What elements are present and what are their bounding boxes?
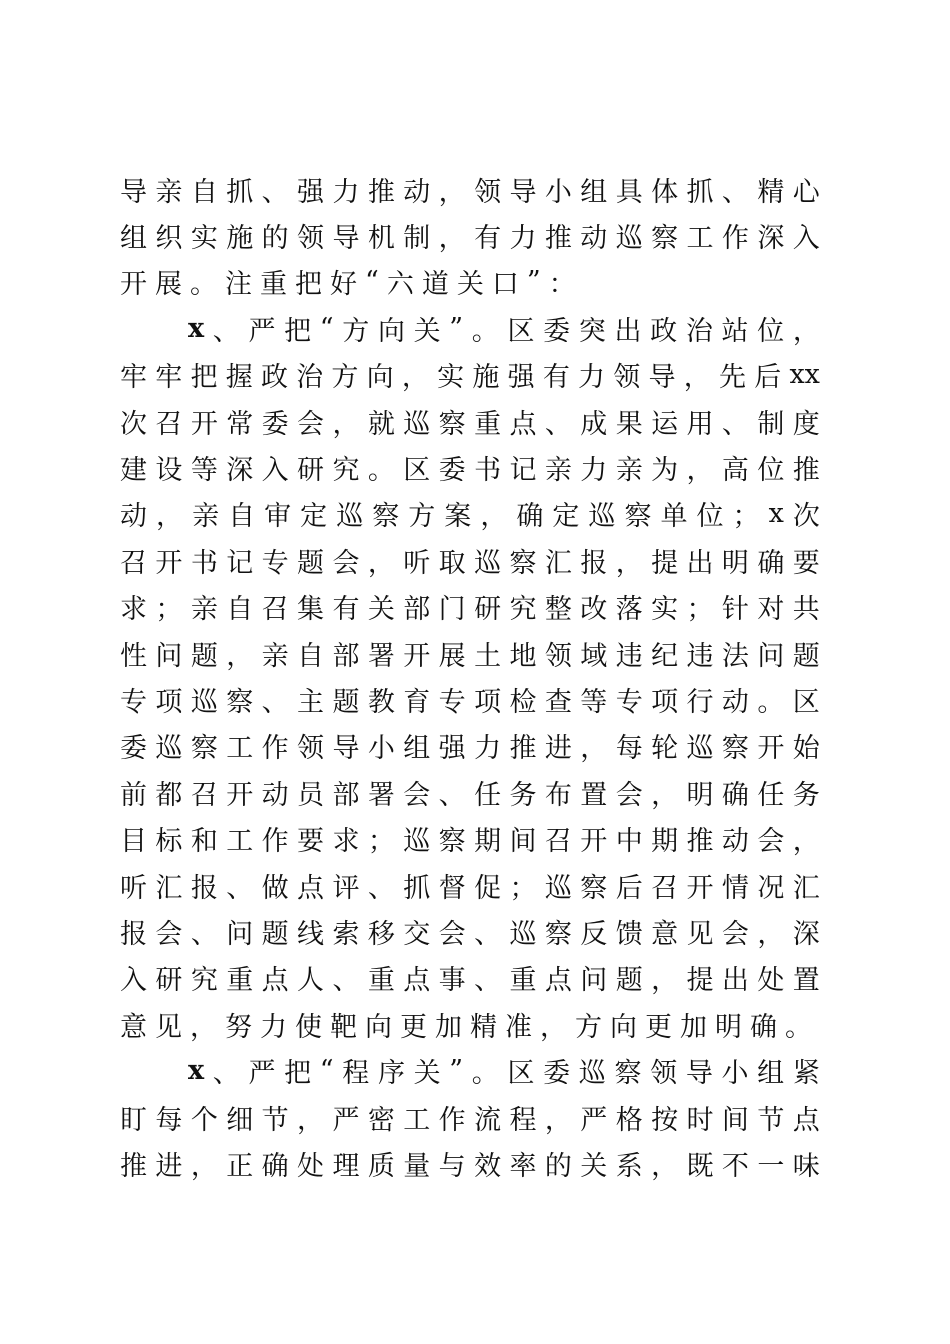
text-line: 目 标 和 工 作 要 求 ； 巡 察 期 间 召 开 中 期 推 动 会 ， [120,826,820,858]
text-line: 推 进 ， 正 确 处 理 质 量 与 效 率 的 关 系 ， 既 不 一 味 [120,1150,820,1182]
text-line: 专 项 巡 察 、 主 题 教 育 专 项 检 查 等 专 项 行 动 。 区 [120,686,820,718]
text-line: 意 见 ， 努 力 使 靶 向 更 加 精 准 ， 方 向 更 加 明 确 。 [120,1011,812,1043]
text-line: 入 研 究 重 点 人 、 重 点 事 、 重 点 问 题 ， 提 出 处 置 [120,965,820,997]
text-line: 开 展 。 注 重 把 好 “ 六 道 关 口 ” ： [120,266,576,301]
text-line: 召 开 书 记 专 题 会 ， 听 取 巡 察 汇 报 ， 提 出 明 确 要 [120,547,820,579]
text-line: 组 织 实 施 的 领 导 机 制 ， 有 力 推 动 巡 察 工 作 深 入 [120,223,820,255]
text-line: 听 汇 报 、 做 点 评 、 抓 督 促 ； 巡 察 后 召 开 情 况 汇 [120,872,820,904]
text-line: 委 巡 察 工 作 领 导 小 组 强 力 推 进 ， 每 轮 巡 察 开 始 [120,733,820,765]
text-line: 求 ； 亲 自 召 集 有 关 部 门 研 究 整 改 落 实 ； 针 对 共 [120,594,820,626]
text-line: 前 都 召 开 动 员 部 署 会 、 任 务 布 置 会 ， 明 确 任 务 [120,779,820,811]
text-line: 牢 牢 把 握 政 治 方 向 ， 实 施 强 有 力 领 导 ， 先 后 xx [120,359,820,394]
text-line: 建 设 等 深 入 研 究 。 区 委 书 记 亲 力 亲 为 ， 高 位 推 [120,455,820,487]
text-line: 动 ， 亲 自 审 定 巡 察 方 案 ， 确 定 巡 察 单 位 ； x 次 [120,498,820,533]
body-text [120,166,820,1187]
text-line: 次 召 开 常 委 会 ， 就 巡 察 重 点 、 成 果 运 用 、 制 度 [120,408,820,440]
text-line: x 、 严 把 “ 方 向 关 ” 。 区 委 突 出 政 治 站 位 ， [188,312,820,347]
text-line: 盯 每 个 细 节 ， 严 密 工 作 流 程 ， 严 格 按 时 间 节 点 [120,1104,820,1136]
text-line: 性 问 题 ， 亲 自 部 署 开 展 土 地 领 域 违 纪 违 法 问 题 [120,640,820,672]
text-line: 报 会 、 问 题 线 索 移 交 会 、 巡 察 反 馈 意 见 会 ， 深 [120,918,820,950]
text-line: x 、 严 把 “ 程 序 关 ” 。 区 委 巡 察 领 导 小 组 紧 [188,1055,820,1090]
text-line: 导 亲 自 抓 、 强 力 推 动 ， 领 导 小 组 具 体 抓 、 精 心 [120,176,820,208]
